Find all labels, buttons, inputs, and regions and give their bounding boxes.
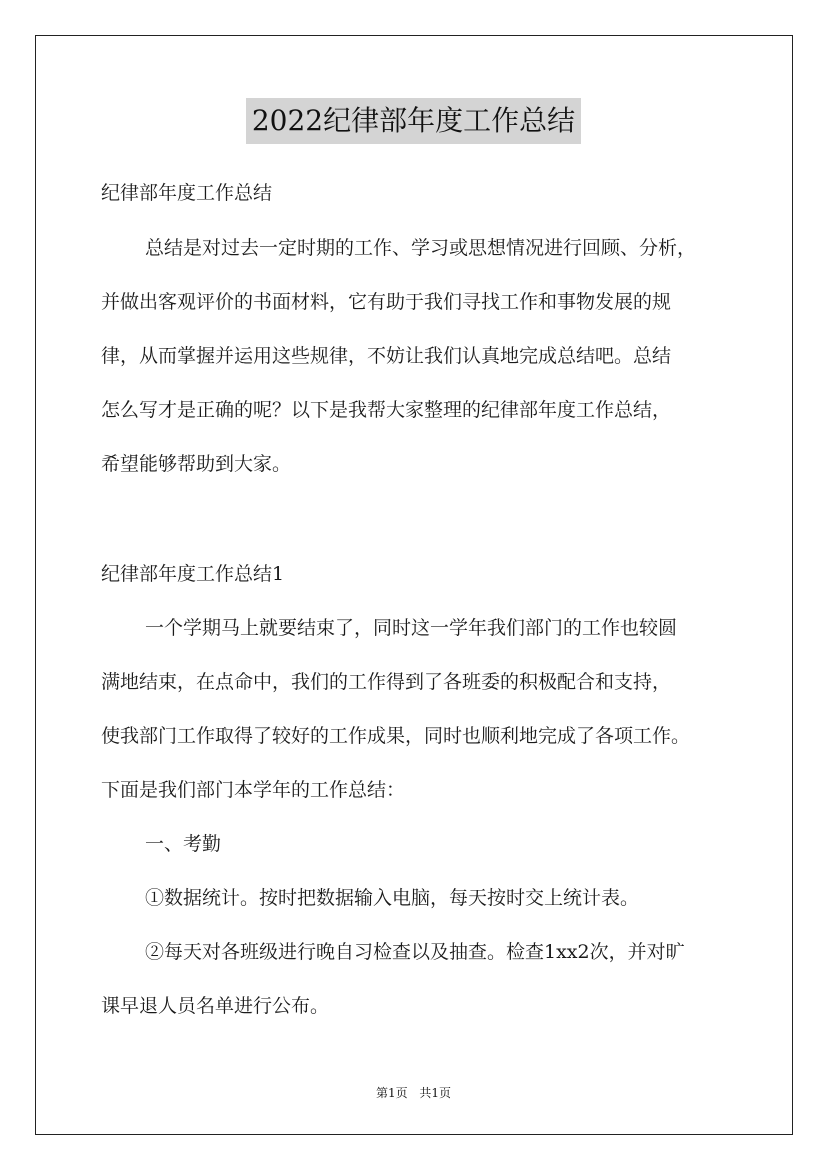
page-number: 第1页 bbox=[375, 1086, 408, 1100]
item-1: ①数据统计。按时把数据输入电脑，每天按时交上统计表。 bbox=[145, 887, 640, 909]
item-2-line-2: 课早退人员名单进行公布。 bbox=[101, 995, 330, 1017]
intro-line-1: 总结是对过去一定时期的工作、学习或思想情况进行回顾、分析， bbox=[145, 237, 697, 259]
document-subtitle: 纪律部年度工作总结 bbox=[101, 182, 273, 204]
section1-line-4: 下面是我们部门本学年的工作总结： bbox=[101, 779, 406, 801]
document-title: 2022纪律部年度工作总结 bbox=[246, 98, 581, 144]
item-2-line-1: ②每天对各班级进行晚自习检查以及抽查。检查1xx2次，并对旷 bbox=[145, 941, 685, 963]
intro-line-4: 怎么写才是正确的呢？以下是我帮大家整理的纪律部年度工作总结， bbox=[101, 399, 672, 421]
section1-line-1: 一个学期马上就要结束了，同时这一学年我们部门的工作也较圆 bbox=[145, 617, 678, 639]
intro-line-2: 并做出客观评价的书面材料，它有助于我们寻找工作和事物发展的规 bbox=[101, 291, 672, 313]
section1-line-3: 使我部门工作取得了较好的工作成果，同时也顺利地完成了各项工作。 bbox=[101, 725, 691, 747]
intro-line-5: 希望能够帮助到大家。 bbox=[101, 453, 292, 475]
section1-line-2: 满地结束，在点命中，我们的工作得到了各班委的积极配合和支持， bbox=[101, 671, 672, 693]
document-title-wrapper bbox=[0, 98, 827, 144]
item-heading-attendance: 一、考勤 bbox=[145, 833, 222, 855]
page-total: 共1页 bbox=[419, 1086, 452, 1100]
intro-line-3: 律，从而掌握并运用这些规律，不妨让我们认真地完成总结吧。总结 bbox=[101, 345, 672, 367]
page-footer bbox=[0, 1084, 827, 1101]
section1-heading: 纪律部年度工作总结1 bbox=[101, 563, 285, 585]
